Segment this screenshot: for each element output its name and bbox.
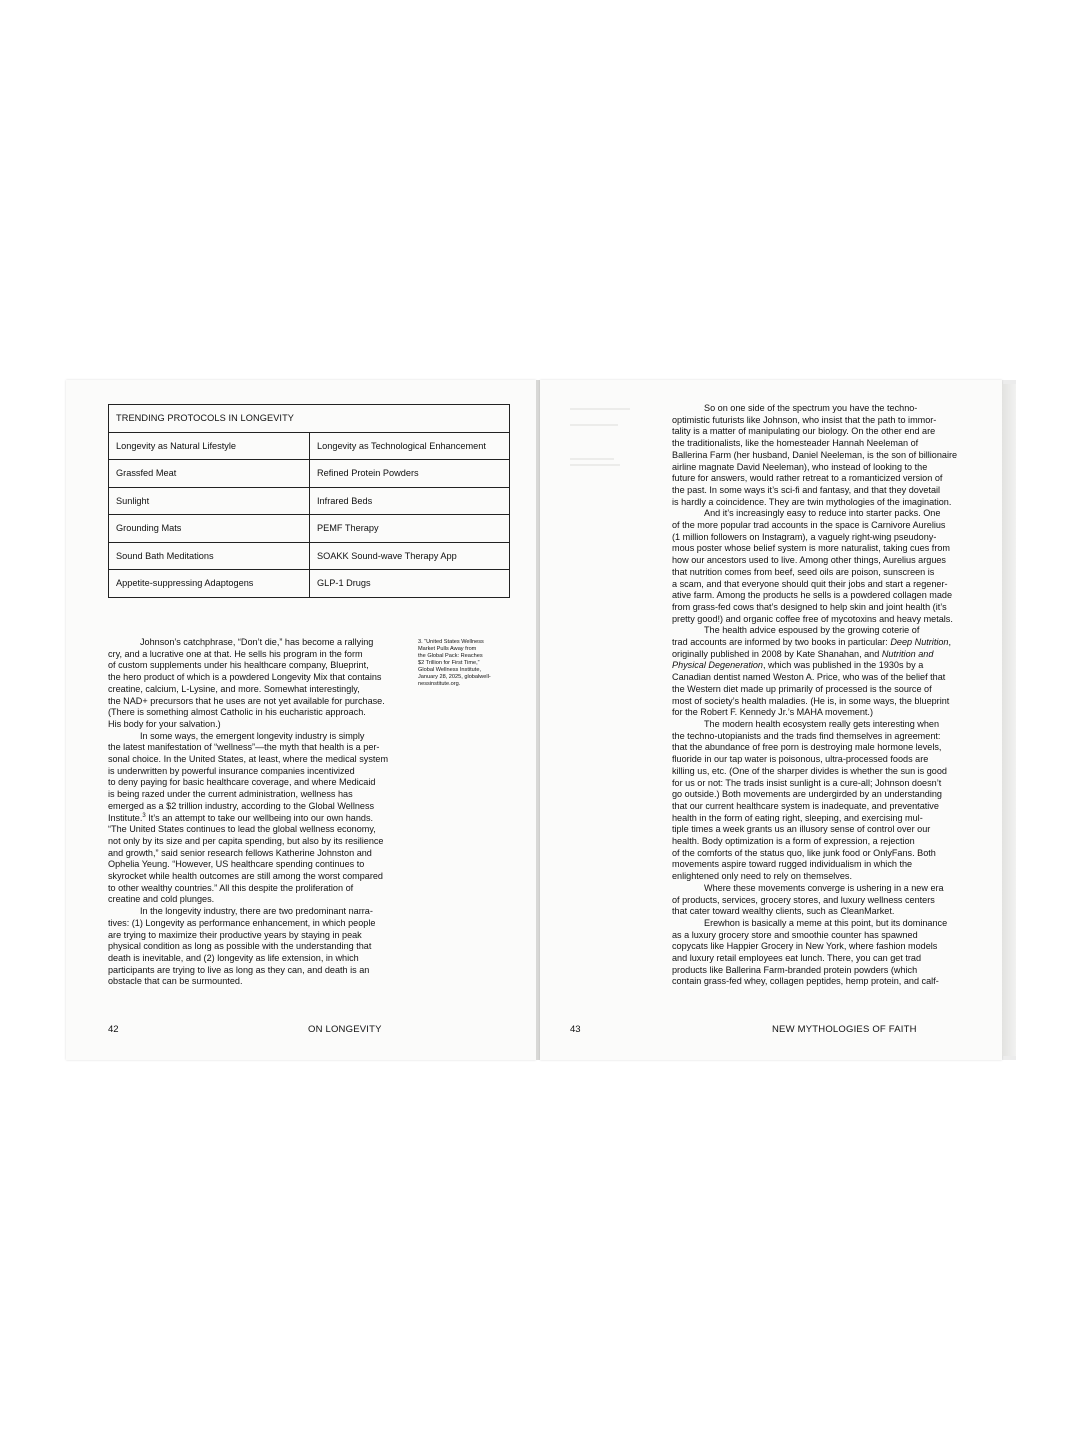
text-line: Ballerina Farm (her husband, Daniel Neeleman, is the son of billionaire <box>672 449 958 460</box>
table-cell-natural: Sound Bath Meditations <box>109 542 310 570</box>
text-line: Canadian dentist named Weston A. Price, who was of the belief that <box>672 672 946 683</box>
text-line: is underwritten by powerful insurance companies incentivized <box>108 765 355 776</box>
text-line: of custom supplements under his healthcare company, Blueprint, <box>108 660 369 671</box>
text-line: as a luxury grocery store and smoothie counter has spawned <box>672 929 918 940</box>
text-line: Physical Degeneration, which was published in the 1930s by a <box>672 660 924 671</box>
text-line: obstacle that can be surmounted. <box>108 976 243 987</box>
table-cell-natural: Longevity as Natural Lifestyle <box>109 432 310 460</box>
text-line: health in the form of eating right, sleeping, and exercising mul- <box>672 812 923 823</box>
text-line: skyrocket while health outcomes are still among the worst compared <box>108 871 383 882</box>
text-line: of the more popular trad accounts in the space is Carnivore Aurelius <box>672 520 946 531</box>
page-edges <box>1002 384 1016 1056</box>
table-row <box>109 570 510 598</box>
text-line: Ophelia Yeung. “However, US healthcare spending continues to <box>108 859 365 870</box>
text-line: Where these movements converge is ushering in a new era <box>704 882 944 893</box>
text-line: that nutrition comes from beef, seed oils are poison, sunscreen is <box>672 566 935 577</box>
text-line: for the Robert F. Kennedy Jr.’s MAHA movement.) <box>672 707 873 718</box>
text-line: tiple times a week grants us an illusory sense of control over our <box>672 824 931 835</box>
table-cell-technological: Refined Protein Powders <box>310 460 510 488</box>
text-line: to deny paying for basic healthcare coverage, and where Medicaid <box>108 777 376 788</box>
text-line: future for answers, would rather retreat to a romanticized version of <box>672 473 943 484</box>
table-cell-technological: PEMF Therapy <box>310 515 510 543</box>
text-line: And it’s increasingly easy to reduce into starter packs. One <box>704 508 941 519</box>
text-line: emerged as a $2 trillion industry, according to the Global Wellness <box>108 800 375 811</box>
text-line: The health advice espoused by the growing coterie of <box>704 625 920 636</box>
text-line: are trying to maximize their productive years by staying in peak <box>108 929 362 940</box>
text-line: the hero product of which is a powdered Longevity Mix that contains <box>108 672 382 683</box>
text-fragment: It’s an attempt to take our wellbeing into our own hands. <box>145 812 374 823</box>
show-through <box>570 458 614 460</box>
text-line: physical condition as long as possible with the understanding that <box>108 941 372 952</box>
text-line: enlightened only need to rely on themselves. <box>672 871 852 882</box>
right-body-text <box>672 403 982 988</box>
table-cell-natural: Sunlight <box>109 487 310 515</box>
table-cell-natural: Grassfed Meat <box>109 460 310 488</box>
text-line: health. Body optimization is a form of expression, a rejection <box>672 836 915 847</box>
text-line: Johnson’s catchphrase, “Don’t die,” has become a rallying <box>140 637 374 647</box>
text-line: of products, services, grocery stores, and luxury wellness centers <box>672 894 935 905</box>
text-line: the past. In some ways it’s sci-fi and fantasy, and that they dovetail <box>672 484 941 495</box>
text-line: that the abundance of free porn is destroying male hormone levels, <box>672 742 942 753</box>
text-line: killing us, etc. (One of the sharper divides is whether the sun is good <box>672 765 947 776</box>
page-number-left: 42 <box>108 1024 119 1035</box>
text-line: Institute.$^3$ It’s an attempt to take our wellbeing into our own hands. <box>108 812 374 823</box>
text-line: So on one side of the spectrum you have the techno- <box>704 403 918 413</box>
text-line: most of society’s health maladies. (He is, in some ways, the blueprint <box>672 695 950 706</box>
table-row <box>109 542 510 570</box>
text-line: tality is a matter of manipulating our biology. On the other end are <box>672 426 936 437</box>
text-line: that cater toward wealthy clients, such as CleanMarket. <box>672 906 895 917</box>
text-line: and luxury retail employees eat lunch. There, you can get trad <box>672 953 922 964</box>
book-spread <box>66 380 1016 1060</box>
table-row <box>109 432 510 460</box>
text-line: the NAD+ precursors that he uses are not yet available for purchase. <box>108 695 385 706</box>
text-line: In some ways, the emergent longevity industry is simply <box>140 730 365 741</box>
text-line: go outside.) Both movements are undergirded by an understanding <box>672 789 942 800</box>
text-line: In the longevity industry, there are two predominant narra- <box>140 906 373 917</box>
table-cell-technological: Longevity as Technological Enhancement <box>310 432 510 460</box>
text-line: the techno-utopianists and the trads find themselves in agreement: <box>672 730 941 741</box>
text-line: death is inevitable, and (2) longevity as life extension, in which <box>108 952 359 963</box>
text-line: The modern health ecosystem really gets interesting when <box>704 718 940 729</box>
text-line: that our current healthcare system is inadequate, and preventative <box>672 800 939 811</box>
text-line: is being razed under the current administration, wellness has <box>108 789 353 800</box>
left-page <box>66 380 536 1060</box>
text-line: movements aspire toward rugged individualism in which the <box>672 859 913 870</box>
text-line: the Western diet made up primarily of processed is the source of <box>672 683 932 694</box>
text-line: creatine, calcium, L-Lysine, and more. Somewhat interestingly, <box>108 683 360 694</box>
text-line: contain grass-fed whey, collagen peptides, hemp protein, and calf- <box>672 976 939 987</box>
text-line: pretty good!) and organic coffee free of mycotoxins and heavy metals. <box>672 613 953 624</box>
show-through <box>570 424 618 426</box>
text-line: the traditionalists, like the homesteader Hannah Neeleman of <box>672 438 919 449</box>
footnote-line: $2 Trillion for First Time,” <box>418 660 480 666</box>
table-cell-technological: SOAKK Sound-wave Therapy App <box>310 542 510 570</box>
text-line: ative farm. Among the products he sells is a powdered collagen made <box>672 590 953 601</box>
text-line: His body for your salvation.) <box>108 718 221 729</box>
text-line: “The United States continues to lead the global wellness economy, <box>108 824 376 835</box>
text-line: of the comforts of the status quo, like junk food or OnlyFans. Both <box>672 847 936 858</box>
table-cell-natural: Grounding Mats <box>109 515 310 543</box>
text-line: fluoride in our tap water is poisonous, ultra-processed foods are <box>672 754 929 765</box>
page-number-right: 43 <box>570 1024 581 1035</box>
text-line: the latest manifestation of “wellness”—the myth that health is a per- <box>108 742 380 753</box>
text-line: copycats like Happier Grocery in New York, where fashion models <box>672 941 938 952</box>
footnote-line: the Global Pack: Reaches <box>418 653 483 659</box>
footnote-line: Global Wellness Institute, <box>418 667 482 673</box>
table-cell-technological: GLP-1 Drugs <box>310 570 510 598</box>
footnote-line: Market Pulls Away from <box>418 646 477 652</box>
table-row <box>109 460 510 488</box>
text-line: trad accounts are informed by two books in particular: Deep Nutrition, <box>672 637 952 648</box>
table-row <box>109 487 510 515</box>
text-line: optimistic futurists like Johnson, who insist that the path to immor- <box>672 414 937 425</box>
show-through <box>570 408 630 410</box>
footnote-reference: 3 <box>142 812 146 819</box>
left-body-text <box>108 637 408 988</box>
text-line: for us or not: The trads insist sunlight is a cure-all; Johnson doesn’t <box>672 777 942 788</box>
text-line: products like Ballerina Farm-branded protein powders (which <box>672 964 918 975</box>
text-line: sonal choice. In the United States, at least, where the medical system <box>108 754 389 765</box>
text-line: creatine and cold plunges. <box>108 894 215 905</box>
table-cell-natural: Appetite-suppressing Adaptogens <box>109 570 310 598</box>
text-line: participants are trying to live as long as they can, and death is an <box>108 964 370 975</box>
show-through <box>570 464 620 466</box>
table-title: TRENDING PROTOCOLS IN LONGEVITY <box>109 405 510 433</box>
text-line: airline magnate David Neeleman), who instead of looking to the <box>672 461 928 472</box>
text-line: (1 million followers on Instagram), a vaguely right-wing pseudony- <box>672 531 937 542</box>
text-line: to other wealthy countries.” All this despite the proliferation of <box>108 882 354 893</box>
text-line: and growth,” said senior research fellows Katherine Johnston and <box>108 847 372 858</box>
protocols-table <box>108 404 510 598</box>
running-title-right: NEW MYTHOLOGIES OF FAITH <box>772 1024 917 1035</box>
text-line: is hardly a coincidence. They are twin mythologies of the imagination. <box>672 496 952 507</box>
text-line: from grass-fed cows that’s designed to help skin and joint health (it’s <box>672 601 947 612</box>
text-line: (There is something almost Catholic in his eucharistic approach. <box>108 707 366 718</box>
text-line: tives: (1) Longevity as performance enhancement, in which people <box>108 917 376 928</box>
right-page <box>540 380 1002 1060</box>
footnote <box>418 639 510 688</box>
text-line: Erewhon is basically a meme at this point, but its dominance <box>704 917 948 928</box>
text-line: cry, and a lucrative one at that. He sells his program in the form <box>108 648 363 659</box>
footnote-line: nessinstitute.org. <box>418 681 461 687</box>
running-title-left: ON LONGEVITY <box>308 1024 382 1035</box>
footnote-line: 3. “United States Wellness <box>418 639 484 645</box>
text-line: originally published in 2008 by Kate Shanahan, and Nutrition and <box>672 648 934 659</box>
table-row <box>109 515 510 543</box>
text-line: mous poster whose belief system is more naturalist, taking cues from <box>672 543 950 554</box>
text-line: a scam, and that everyone should quit their jobs and start a regener- <box>672 578 948 589</box>
text-line: how our ancestors used to live. Among other things, Aurelius argues <box>672 555 946 566</box>
footnote-line: January 28, 2025, globalwell- <box>418 674 491 680</box>
table-cell-technological: Infrared Beds <box>310 487 510 515</box>
text-line: not only by its size and per capita spending, but also by its resilience <box>108 835 384 846</box>
